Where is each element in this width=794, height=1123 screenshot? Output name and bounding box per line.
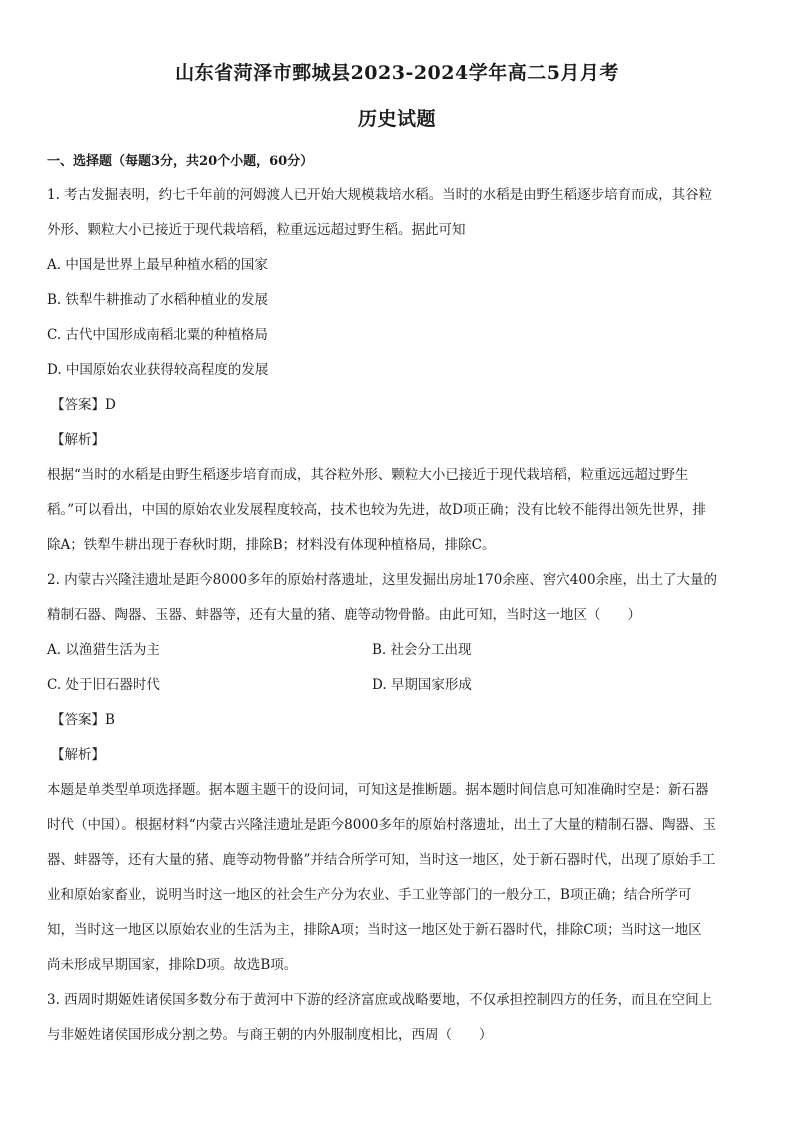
question-3-stem-line-2: 与非姬姓诸侯国形成分割之势。与商王朝的内外服制度相比，西周（ ）	[47, 1027, 493, 1043]
question-1-option-c: C. 古代中国形成南稻北粟的种植格局	[47, 327, 268, 343]
question-1-option-b: B. 铁犁牛耕推动了水稻种植业的发展	[47, 292, 269, 308]
question-1-stem-line-1: 1. 考古发掘表明，约七千年前的河姆渡人已开始大规模栽培水稻。当时的水稻是由野生稻逐步培育而成，其谷粒	[47, 187, 713, 203]
question-2-analysis-line-2: 时代（中国）。根据材料“内蒙古兴隆洼遗址是距今8000多年的原始村落遗址，出土了大量的精制石器、陶器、玉	[47, 817, 717, 833]
question-2-stem-line-1: 2. 内蒙古兴隆洼遗址是距今8000多年的原始村落遗址，这里发掘出房址170余座、窖穴400余座，出土了大量的	[47, 572, 718, 588]
question-2-option-c: C. 处于旧石器时代	[47, 677, 160, 693]
question-1-analysis-line-3: 除A；铁犁牛耕出现于春秋时期，排除B；材料没有体现种植格局，排除C。	[47, 537, 496, 553]
question-1-stem-line-2: 外形、颗粒大小已接近于现代栽培稻，粒重远远超过野生稻。据此可知	[47, 222, 466, 238]
question-1-analysis-label: 【解析】	[51, 432, 105, 448]
question-1-answer: 【答案】D	[51, 397, 116, 413]
question-2-option-d: D. 早期国家形成	[372, 677, 472, 693]
question-2-analysis-line-4: 业和原始家畜业，说明当时这一地区的社会生产分为农业、手工业等部门的一般分工，B项正确；结合所学可	[47, 887, 692, 903]
question-2-analysis-line-5: 知，当时这一地区以原始农业的生活为主，排除A项；当时这一地区处于新石器时代，排除C项；当时这一地区	[47, 922, 702, 938]
question-2-stem-line-2: 精制石器、陶器、玉器、蚌器等，还有大量的猪、鹿等动物骨骼。由此可知，当时这一地区（ ）	[47, 607, 641, 623]
question-1-option-d: D. 中国原始农业获得较高程度的发展	[47, 362, 269, 378]
question-1-option-a: A. 中国是世界上最早种植水稻的国家	[47, 257, 268, 273]
document-title: 山东省菏泽市鄄城县2023-2024学年高二5月月考	[175, 62, 619, 84]
document-subtitle: 历史试题	[357, 108, 436, 130]
question-2-option-b: B. 社会分工出现	[372, 642, 472, 658]
question-2-analysis-line-1: 本题是单类型单项选择题。据本题主题干的设问词，可知这是推断题。据本题时间信息可知准确时空是：新石器	[47, 782, 709, 798]
question-3-stem-line-1: 3. 西周时期姬姓诸侯国多数分布于黄河中下游的经济富庶或战略要地，不仅承担控制四方的任务，而且在空间上	[47, 992, 713, 1008]
question-2-answer: 【答案】B	[51, 712, 115, 728]
question-2-analysis-line-3: 器、蚌器等，还有大量的猪、鹿等动物骨骼”并结合所学可知，当时这一地区，处于新石器时代，出现了原始手工	[47, 852, 716, 868]
question-2-option-a: A. 以渔猎生活为主	[47, 642, 160, 658]
question-1-analysis-line-1: 根据“当时的水稻是由野生稻逐步培育而成，其谷粒外形、颗粒大小已接近于现代栽培稻，粒重远远超过野生	[47, 467, 689, 483]
question-2-analysis-label: 【解析】	[51, 747, 105, 763]
question-1-analysis-line-2: 稻。”可以看出，中国的原始农业发展程度较高，技术也较为先进，故D项正确；没有比较不能得出领先世界，排	[47, 502, 706, 518]
question-2-analysis-line-6: 尚未形成早期国家，排除D项。故选B项。	[47, 957, 298, 973]
section-heading: 一、选择题（每题3分，共20个小题，60分）	[47, 154, 314, 169]
